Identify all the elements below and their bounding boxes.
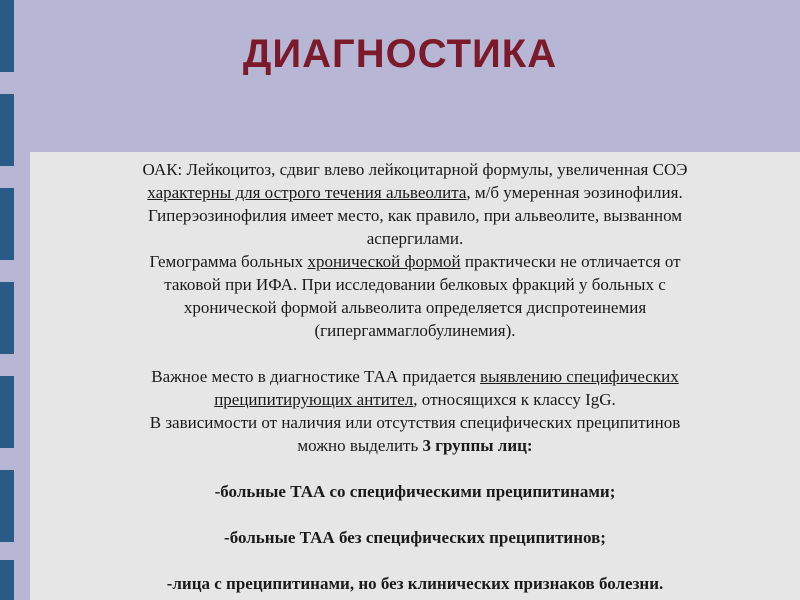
paragraph-line: [78, 204, 752, 227]
accent-bar: [0, 188, 14, 260]
paragraph-line: [78, 181, 752, 204]
text: , м/б умеренная эозинофилия.: [466, 183, 683, 202]
accent-bar: [0, 376, 14, 448]
text: Важное место в диагностике ТАА придается: [151, 367, 481, 386]
paragraph-line: [78, 273, 752, 296]
spacer: [78, 549, 752, 572]
paragraph-line: [78, 158, 752, 181]
paragraph-line: [78, 411, 752, 434]
text: , относящихся к классу IgG.: [413, 390, 616, 409]
slide-title: ДИАГНОСТИКА: [242, 32, 558, 76]
text: ОАК: Лейкоцитоз, сдвиг влево лейкоцитарной формулы, увеличенная СОЭ: [142, 160, 688, 179]
text: можно выделить: [297, 436, 423, 455]
content-panel: [30, 152, 800, 600]
group-item: -больные ТАА со специфическими преципитинами;: [214, 482, 616, 501]
accent-bar: [0, 282, 14, 354]
paragraph-line: [78, 365, 752, 388]
text: Гиперэозинофилия имеет место, как правило, при альвеолите, вызванном: [147, 206, 683, 225]
spacer: [78, 342, 752, 365]
accent-bar: [0, 560, 14, 600]
text: таковой при ИФА. При исследовании белковых фракций у больных с: [164, 275, 666, 294]
accent-bar: [0, 470, 14, 542]
underlined-text: преципитирующих антител: [214, 390, 414, 409]
accent-bar: [0, 94, 14, 166]
text: Гемограмма больных: [149, 252, 308, 271]
paragraph-line: [78, 388, 752, 411]
spacer: [78, 457, 752, 480]
underlined-text: выявлению специфических: [480, 367, 679, 386]
underlined-text: характерны для острого течения альвеолита: [147, 183, 467, 202]
spacer: [78, 503, 752, 526]
paragraph-line: [78, 319, 752, 342]
group-item: -лица с преципитинами, но без клинических признаков болезни.: [166, 574, 664, 593]
bold-text: 3 группы лиц:: [422, 436, 533, 455]
paragraph-line: [78, 296, 752, 319]
underlined-text: хронической формой: [307, 252, 461, 271]
text: (гипергаммаглобулинемия).: [314, 321, 516, 340]
text: хронической формой альвеолита определяется диспротеинемия: [183, 298, 647, 317]
paragraph-line: [78, 250, 752, 273]
text: В зависимости от наличия или отсутствия специфических преципитинов: [149, 413, 681, 432]
paragraph-line: [78, 434, 752, 457]
paragraph-line: [78, 227, 752, 250]
text: практически не отличается от: [460, 252, 681, 271]
group-item: -больные ТАА без специфических преципитинов;: [224, 528, 606, 547]
text: аспергилами.: [366, 229, 464, 248]
